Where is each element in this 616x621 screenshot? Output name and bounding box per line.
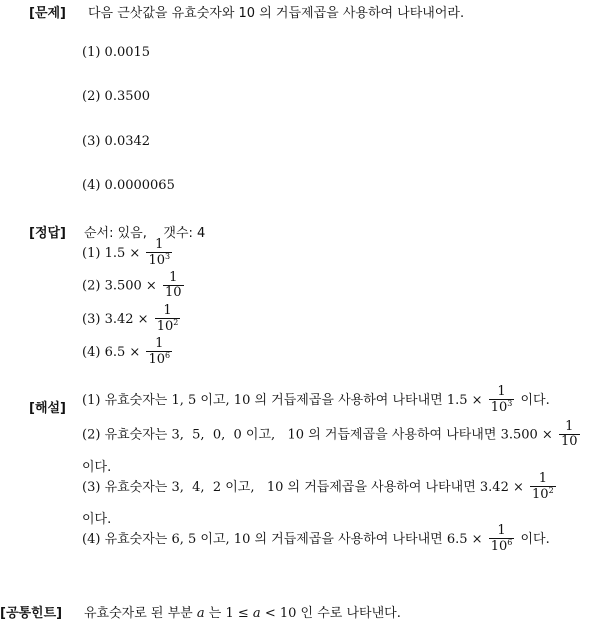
explanation-label: [해설] bbox=[29, 401, 66, 416]
answer-coef: 3.42 bbox=[104, 311, 134, 327]
denominator bbox=[146, 252, 172, 268]
denominator-base: 10 bbox=[560, 434, 578, 450]
times-sign: × bbox=[137, 311, 149, 327]
explanation-coef: 3.42 × bbox=[479, 479, 524, 495]
explanation-coef: 6.5 × bbox=[446, 531, 483, 547]
answer-num: (3) bbox=[82, 311, 101, 327]
explanation-coef: 1.5 × bbox=[446, 392, 483, 408]
fraction bbox=[163, 271, 184, 301]
exponent: 2 bbox=[548, 486, 554, 496]
denominator bbox=[163, 285, 184, 300]
denominator bbox=[559, 434, 580, 449]
exponent: 6 bbox=[164, 351, 171, 361]
numerator: 1 bbox=[169, 270, 178, 285]
explanation-num: (4) bbox=[82, 531, 101, 547]
numerator: 1 bbox=[155, 237, 164, 252]
explanation-tail-3: 이다. bbox=[82, 512, 112, 527]
answer-label: [정답] bbox=[29, 226, 66, 241]
exponent: 3 bbox=[507, 399, 513, 409]
hint-var: a bbox=[196, 606, 205, 621]
times-sign: × bbox=[145, 278, 157, 294]
explanation-text: 유효숫자는 3, 4, 2 이고, 10 의 거듭제곱을 사용하여 나타내면 bbox=[104, 479, 476, 495]
denominator-base: 10 bbox=[148, 253, 165, 269]
hint-text bbox=[84, 602, 401, 621]
problem-item-3: (3) 0.0342 bbox=[82, 134, 151, 149]
denominator bbox=[530, 486, 556, 502]
hint-var2: a bbox=[252, 606, 261, 621]
problem-item-1: (1) 0.0015 bbox=[82, 45, 151, 60]
answer-num: (2) bbox=[82, 278, 101, 294]
denominator-base: 10 bbox=[490, 400, 508, 416]
hint-label: [공통힌트] bbox=[0, 606, 63, 621]
explanation-num: (2) bbox=[82, 427, 101, 443]
numerator: 1 bbox=[565, 419, 574, 434]
fraction bbox=[559, 420, 580, 450]
answer-item-4 bbox=[82, 337, 174, 368]
denominator-base: 10 bbox=[490, 539, 508, 555]
answer-meta: 순서: 있음, 갯수: 4 bbox=[84, 226, 206, 241]
exponent: 3 bbox=[164, 252, 171, 262]
problem-item-4: (4) 0.0000065 bbox=[82, 178, 175, 193]
explanation-tail-2: 이다. bbox=[82, 460, 112, 475]
explanation-item-3 bbox=[82, 472, 558, 503]
hint-text-after: < 10 인 수로 나타낸다. bbox=[264, 606, 401, 621]
fraction bbox=[146, 238, 172, 269]
explanation-text: 유효숫자는 3, 5, 0, 0 이고, 10 의 거듭제곱을 사용하여 나타내면 bbox=[104, 427, 497, 443]
problem-item-2: (2) 0.3500 bbox=[82, 89, 151, 104]
explanation-item-1 bbox=[82, 385, 550, 416]
problem-label: [문제] bbox=[29, 6, 66, 21]
answer-num: (4) bbox=[82, 344, 101, 360]
explanation-tail: 이다. bbox=[520, 392, 550, 408]
answer-num: (1) bbox=[82, 245, 101, 261]
answer-coef: 3.500 bbox=[104, 278, 142, 294]
hint-text-before: 유효숫자로 된 부분 bbox=[84, 606, 193, 621]
explanation-num: (3) bbox=[82, 479, 101, 495]
numerator: 1 bbox=[497, 384, 506, 399]
explanation-tail: 이다. bbox=[520, 531, 550, 547]
fraction bbox=[155, 304, 181, 335]
denominator bbox=[146, 351, 172, 367]
fraction bbox=[489, 385, 515, 416]
explanation-item-4 bbox=[82, 524, 550, 555]
hint-text-mid: 는 1 ≤ bbox=[208, 606, 249, 621]
times-sign: × bbox=[129, 344, 141, 360]
answer-item-3 bbox=[82, 304, 182, 335]
answer-coef: 1.5 bbox=[104, 245, 126, 261]
numerator: 1 bbox=[163, 303, 172, 318]
denominator-base: 10 bbox=[156, 319, 174, 335]
problem-question: 다음 근삿값을 유효숫자와 10 의 거듭제곱을 사용하여 나타내어라. bbox=[88, 6, 465, 21]
denominator bbox=[155, 318, 181, 334]
times-sign: × bbox=[129, 245, 141, 261]
explanation-text: 유효숫자는 1, 5 이고, 10 의 거듭제곱을 사용하여 나타내면 bbox=[104, 392, 443, 408]
exponent: 2 bbox=[173, 318, 179, 328]
numerator: 1 bbox=[155, 336, 164, 351]
denominator-base: 10 bbox=[532, 487, 549, 503]
denominator bbox=[489, 538, 515, 554]
fraction bbox=[530, 472, 556, 503]
denominator bbox=[489, 399, 515, 415]
fraction bbox=[489, 524, 515, 555]
explanation-num: (1) bbox=[82, 392, 101, 408]
explanation-text: 유효숫자는 6, 5 이고, 10 의 거듭제곱을 사용하여 나타내면 bbox=[104, 531, 443, 547]
denominator-base: 10 bbox=[164, 285, 182, 301]
answer-item-2 bbox=[82, 271, 186, 301]
exponent: 6 bbox=[507, 538, 513, 548]
answer-item-1 bbox=[82, 238, 174, 269]
numerator: 1 bbox=[538, 471, 547, 486]
explanation-item-2 bbox=[82, 420, 582, 450]
answer-coef: 6.5 bbox=[104, 344, 126, 360]
fraction bbox=[146, 337, 172, 368]
numerator: 1 bbox=[497, 523, 506, 538]
denominator-base: 10 bbox=[148, 352, 165, 368]
explanation-coef: 3.500 × bbox=[500, 427, 553, 443]
